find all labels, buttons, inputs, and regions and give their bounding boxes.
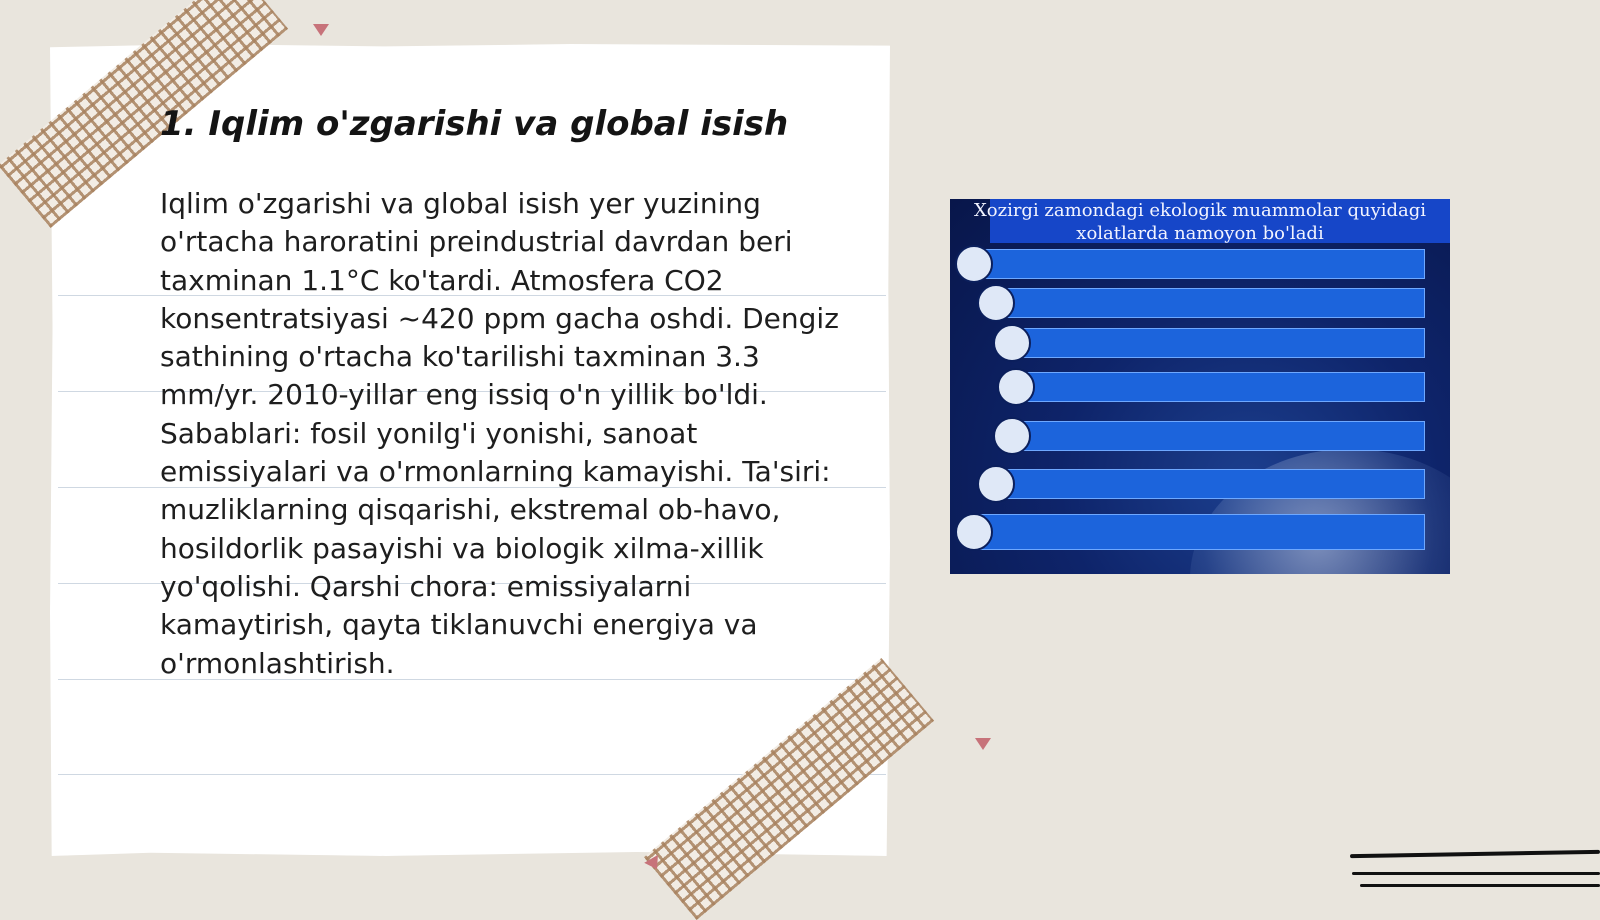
decorative-brush-stroke [1350, 850, 1600, 858]
diagram-step-bullet [955, 513, 993, 551]
embedded-slide-image [950, 199, 1450, 574]
slide-title: 1. Iqlim o'zgarishi va global isish [160, 104, 789, 144]
embedded-slide-title: Xozirgi zamondagi ekologik muammolar quyidagi xolatlarda namoyon bo'ladi [973, 200, 1427, 244]
globe-graphic [1190, 449, 1450, 574]
diagram-step-bullet [993, 417, 1031, 455]
diagram-step-bullet [955, 245, 993, 283]
diagram-step [1016, 372, 1425, 402]
diagram-step-bullet [977, 284, 1015, 322]
diagram-step [1000, 288, 1425, 318]
pin-marker [313, 24, 329, 36]
diagram-step [1012, 421, 1425, 451]
diagram-step-bullet [977, 465, 1015, 503]
diagram-step-bullet [993, 324, 1031, 362]
slide-body-text: Iqlim o'zgarishi va global isish yer yuzining o'rtacha haroratini preindustrial davrdan beri taxminan 1.1°C ko'tardi. Atmosfera CO2 konsentratsiyasi ~420 ppm gacha oshdi. Dengiz sathining o'rtacha ko'tarilishi taxminan 3.3 mm/yr. 2010-yillar eng issiq o'n yillik bo'ldi. Sabablari: fosil yonilg'i yonishi, sanoat emissiyalari va o'rmonlarning kamayishi. Ta'siri: muzliklarning qisqarishi, ekstremal ob-havo, hosildorlik pasayishi va biologik xilma-xillik yo'qolishi. Qarshi chora: emissiyalarni kamaytirish, qayta tiklanuvchi energiya va o'rmonlashtirish. [160, 187, 839, 680]
diagram-step [978, 249, 1425, 279]
pin-marker [975, 738, 991, 750]
diagram-step-bullet [997, 368, 1035, 406]
diagram-step [1012, 328, 1425, 358]
diagram-step [1000, 469, 1425, 499]
diagram-step [978, 514, 1425, 550]
decorative-brush-stroke [1360, 884, 1600, 887]
decorative-brush-stroke [1352, 872, 1600, 875]
